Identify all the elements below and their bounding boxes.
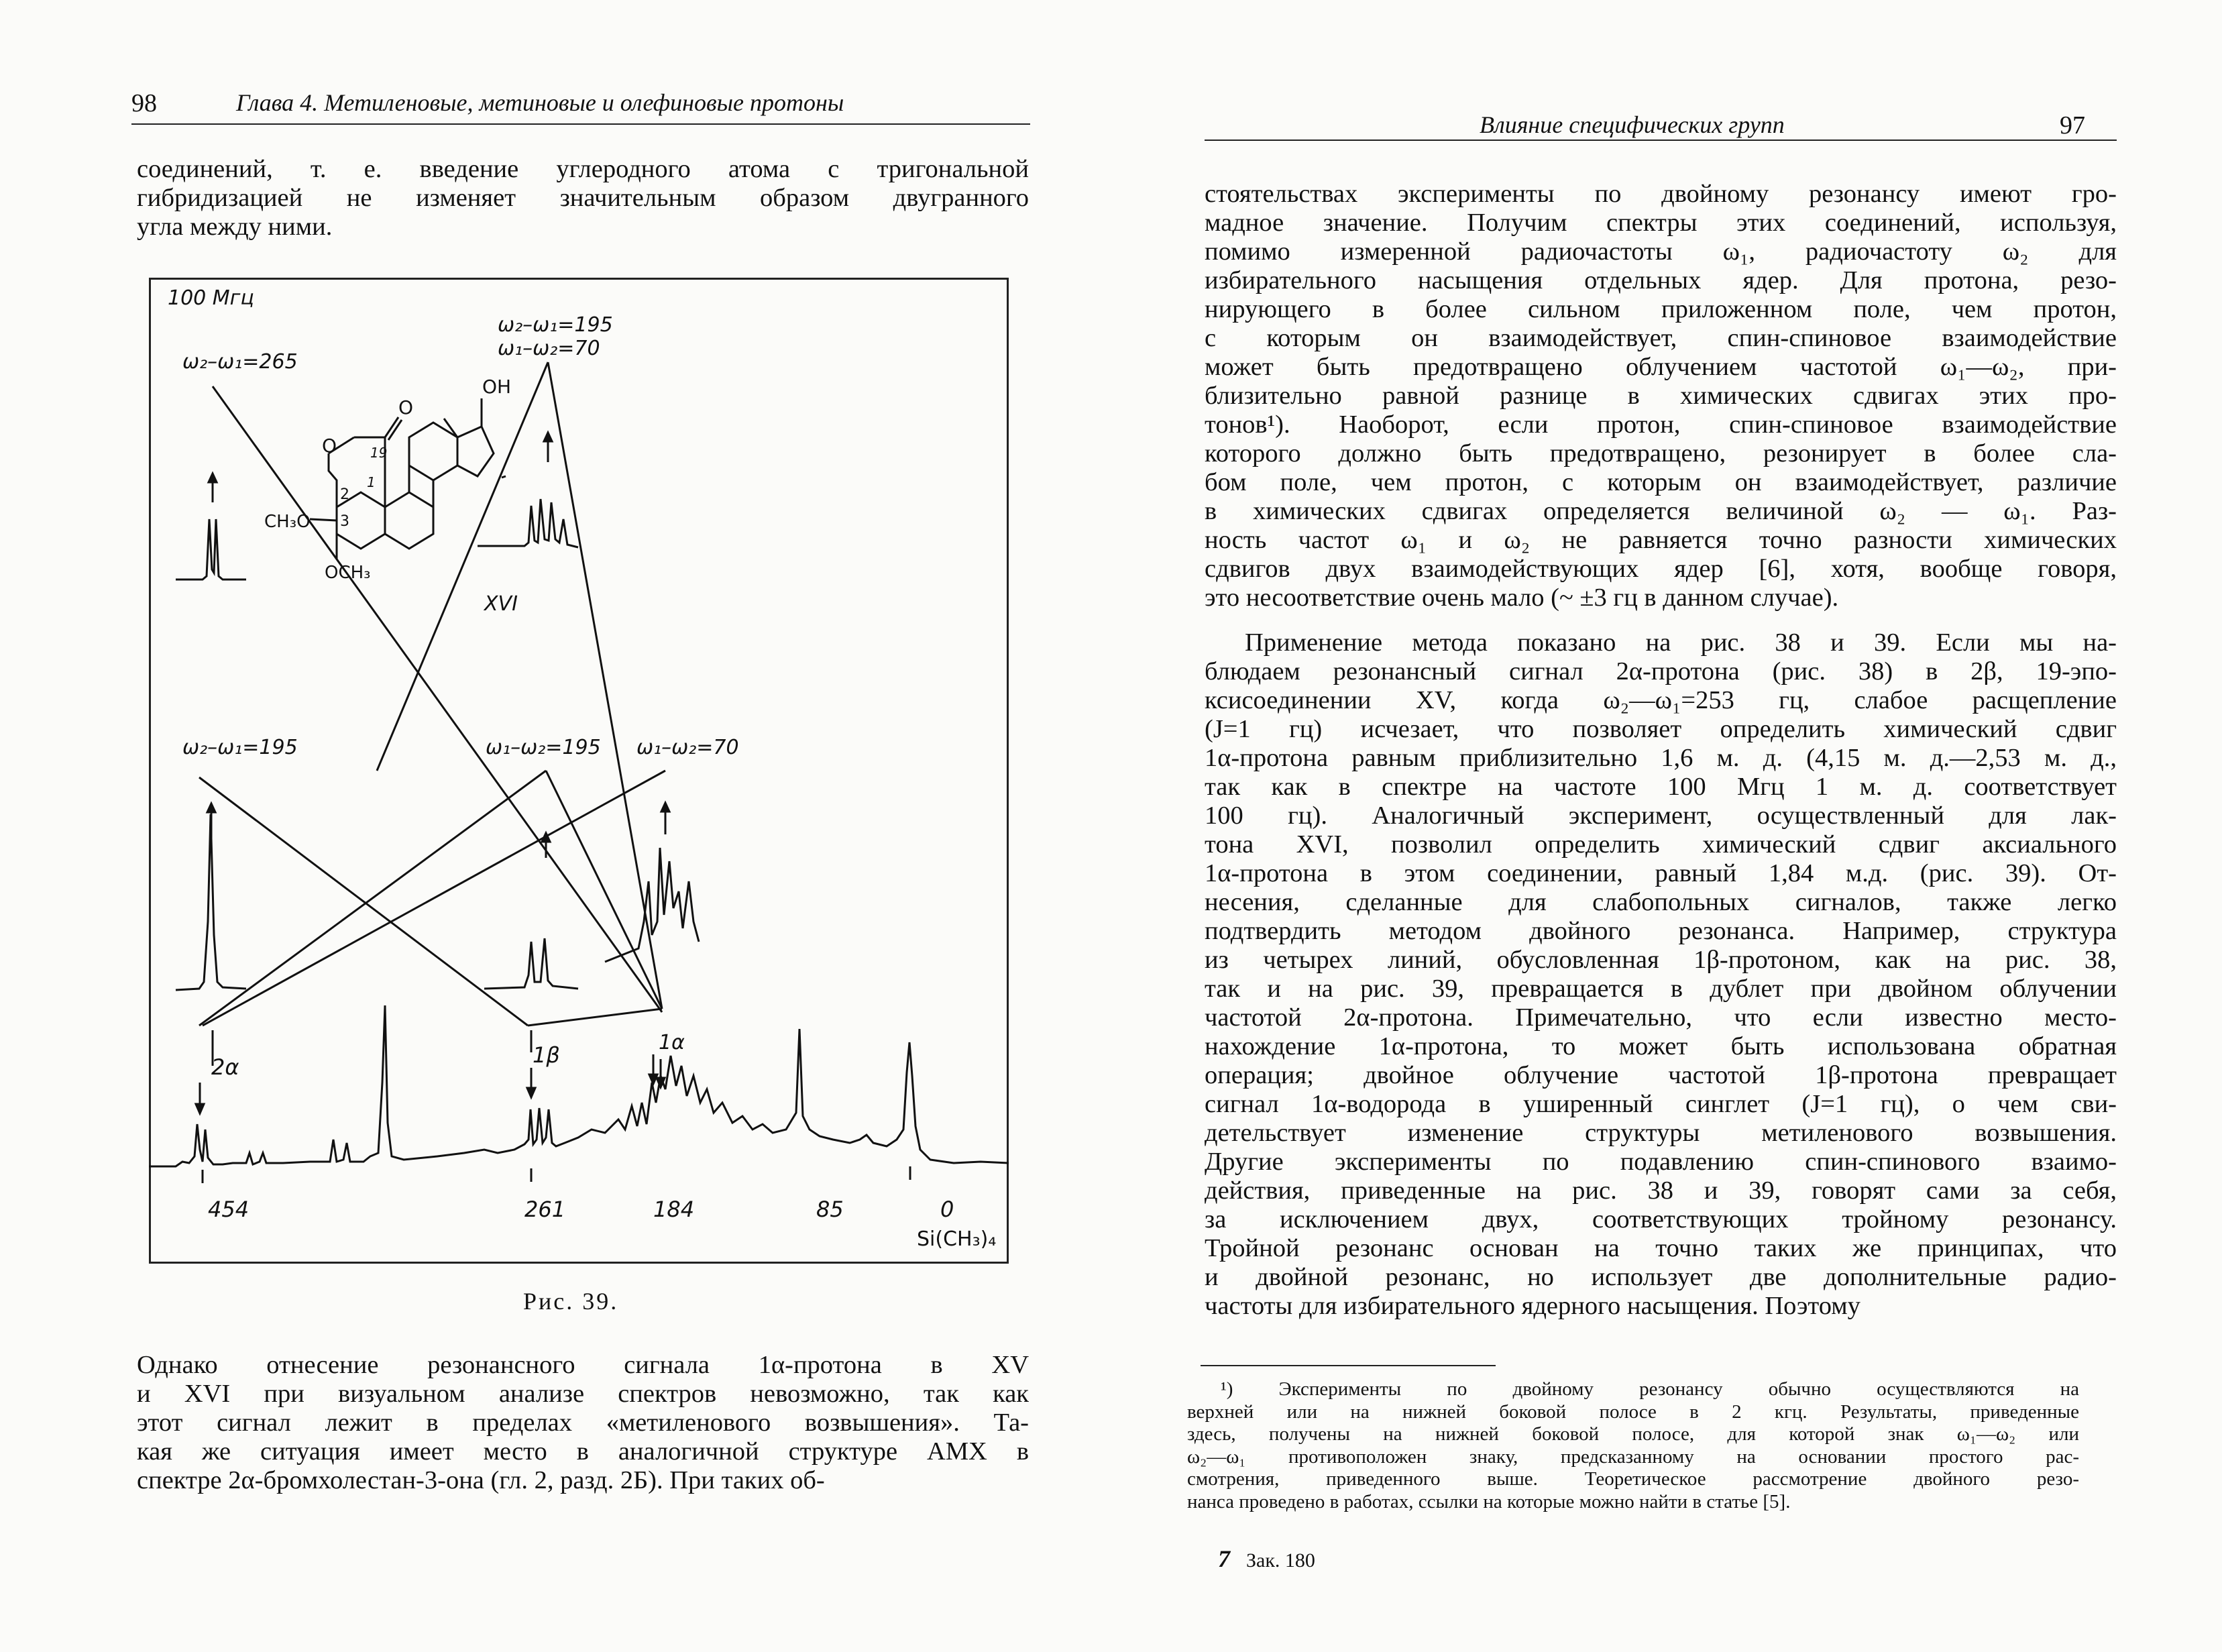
- left-running-head: Глава 4. Метиленовые, метиновые и олефиновые протоны: [236, 89, 844, 116]
- text-line: угла между ними.: [137, 213, 333, 241]
- right-head-rule: [1205, 140, 2117, 141]
- spectrum-1a-decoupled-70: [605, 848, 699, 962]
- text-line: помимо измеренной радиочастоты ω₁, радиочастоту ω₂ для: [1205, 237, 2117, 266]
- text-line: частоты для избирательного ядерного насыщения. Поэтому: [1205, 1292, 1860, 1320]
- spectrum-1b-decoupled-195-70: [478, 499, 578, 547]
- peak-label-2a: 2α: [211, 1054, 239, 1080]
- text-line: которого должно быть предотвращено, резонирует в более сла-: [1205, 439, 2117, 467]
- text-line: и двойной резонанс, но использует две дополнительные радио-: [1205, 1263, 2117, 1291]
- label-top-center-2: ω₁–ω₂=70: [498, 337, 600, 360]
- text-line: действия, приведенные на рис. 38 и 39, говорят сами за себя,: [1205, 1176, 2117, 1205]
- label-top-center-1: ω₂–ω₁=195: [498, 313, 613, 337]
- text-line: соединений, т. е. введение углеродного атома с тригональной: [137, 155, 1029, 183]
- figure-caption: Рис. 39.: [523, 1288, 619, 1315]
- peak-label-1a: 1α: [659, 1031, 685, 1054]
- label-top-left: ω₂–ω₁=265: [182, 350, 298, 374]
- footnote-line: нанса проведено в работах, ссылки на которые можно найти в статье [5].: [1187, 1490, 1791, 1512]
- text-line: близительно равной разнице в химических сдвигах этих про-: [1205, 382, 2117, 410]
- spectrum-traces: [149, 499, 1009, 1166]
- axis-184: 184: [653, 1197, 695, 1222]
- main-spectrum: [149, 1005, 1009, 1166]
- text-line: (J=1 гц) исчезает, что позволяет определить химический сдвиг: [1205, 715, 2117, 743]
- connection-lines: [199, 362, 665, 1026]
- text-line: с которым он взаимодействует, спин-спиновое взаимодействие: [1205, 324, 2117, 352]
- printer-signature: [1218, 1545, 1315, 1573]
- footnote: [1187, 1378, 2079, 1513]
- left-head-rule: [131, 123, 1030, 125]
- label-mid-right: ω₁–ω₂=70: [636, 736, 739, 759]
- spectrum-2a-decoupled-265: [176, 519, 246, 580]
- text-line: избирательного насыщения отдельных ядер. Для протона, резо-: [1205, 266, 2117, 294]
- text-line: операция; двойное облучение частотой 1β-протона превращает: [1205, 1061, 2117, 1089]
- axis-tms: Si(CH₃)₄: [917, 1227, 997, 1251]
- axis-454: 454: [208, 1197, 249, 1222]
- left-bottom-paragraph: [137, 1351, 1029, 1495]
- frequency-label: 100 Мгц: [168, 286, 254, 310]
- text-line: детельствует изменение структуры метиленового возвышения.: [1205, 1119, 2117, 1147]
- text-line: сдвигов двух взаимодействующих ядер [6], хотя, вообще говоря,: [1205, 555, 2117, 583]
- structure-oh: OH: [482, 376, 512, 398]
- text-line: подтвердить методом двойного резонанса. Например, структура: [1205, 917, 2117, 945]
- footnote-line: ω₂—ω₁ противоположен знаку, предсказанному на основании простого рас-: [1187, 1445, 2079, 1468]
- text-line: так как в спектре на частоте 100 Мгц 1 м. д. соответствует: [1205, 773, 2117, 801]
- axis-ticks: [203, 1166, 910, 1183]
- structure-c2: 2: [340, 486, 349, 503]
- spectrum-1b-decoupled-195: [484, 938, 578, 989]
- text-line: несения, сделанные для слабопольных сигналов, также легко: [1205, 888, 2117, 916]
- text-line: спектре 2α-бромхолестан-3-она (гл. 2, разд. 2Б). При таких об-: [137, 1466, 825, 1494]
- text-line: 100 гц). Аналогичный эксперимент, осуществленный для лак-: [1205, 802, 2117, 830]
- left-page-number: 98: [131, 89, 157, 117]
- text-line: нахождение 1α-протона, то может быть использована обратная: [1205, 1032, 2117, 1060]
- structure-c3: 3: [340, 513, 349, 530]
- footnote-rule: [1201, 1365, 1496, 1366]
- text-line: тонов¹). Наоборот, если протон, спин-спиновое взаимодействие: [1205, 410, 2117, 439]
- footnote-line: ¹) Эксперименты по двойному резонансу обычно осуществляются на: [1221, 1378, 2079, 1400]
- structure-ketone-o: O: [398, 396, 414, 419]
- axis-261: 261: [524, 1197, 566, 1222]
- text-line: в химических сдвигах определяется величиной ω₂ — ω₁. Раз-: [1205, 497, 2117, 525]
- structure-ch3o: CH₃O: [264, 512, 311, 532]
- text-line: ность частот ω₁ и ω₂ не равняется точно разности химических: [1205, 526, 2117, 554]
- right-paragraph-2: [1205, 628, 2117, 1321]
- text-line: тона XVI, позволил определить химический сдвиг аксиального: [1205, 830, 2117, 859]
- text-line: за исключением двух, соответствующих тройному резонансу.: [1205, 1205, 2117, 1233]
- text-line: сигнал 1α-водорода в уширенный синглет (J=1 гц), о чем сви-: [1205, 1090, 2117, 1118]
- footnote-line: верхней или на нижней боковой полосе в 2 кгц. Результаты, приведенные: [1187, 1400, 2079, 1423]
- right-paragraph-1: [1205, 180, 2117, 612]
- text-line: и XVI при визуальном анализе спектров невозможно, так как: [137, 1380, 1029, 1408]
- structure-c19: 19: [370, 445, 388, 461]
- text-line: из четырех линий, обусловленная 1β-протоном, как на рис. 38,: [1205, 946, 2117, 974]
- right-page-number: 97: [2060, 111, 2085, 140]
- left-top-paragraph: [137, 155, 1029, 241]
- text-line: частотой 2α-протона. Примечательно, что если известно место-: [1205, 1003, 2117, 1032]
- text-line: кая же ситуация имеет место в аналогичной структуре AMX в: [137, 1437, 1029, 1466]
- axis-0: 0: [940, 1197, 954, 1222]
- text-line: ксисоединении XV, когда ω₂—ω₁=253 гц, слабое расщепление: [1205, 686, 2117, 714]
- text-line: 1α-протона равным приблизительно 1,6 м. д. (4,15 м. д.—2,53 м. д.,: [1205, 744, 2117, 772]
- structure-ring-o: O: [322, 435, 337, 457]
- text-line: так и на рис. 39, превращается в дублет при двойном облучении: [1205, 975, 2117, 1003]
- figure-39-spectra: [149, 278, 1009, 1264]
- text-line: это несоответствие очень мало (~ ±3 гц в данном случае).: [1205, 584, 1839, 612]
- structure-c1: 1: [367, 474, 376, 490]
- text-line: Применение метода показано на рис. 38 и 39. Если мы на-: [1245, 628, 2117, 657]
- peak-label-1b: 1β: [533, 1042, 560, 1068]
- footnote-line: смотрения, приведенного выше. Теоретическое рассмотрение двойного резо-: [1187, 1468, 2079, 1490]
- text-line: стоятельствах эксперименты по двойному резонансу имеют гро-: [1205, 180, 2117, 208]
- text-line: нирующего в более сильном приложенном поле, чем протон,: [1205, 295, 2117, 323]
- text-line: мадное значение. Получим спектры этих соединений, используя,: [1205, 209, 2117, 237]
- label-mid-center: ω₁–ω₂=195: [486, 736, 601, 759]
- text-line: Другие эксперименты по подавлению спин-спинового взаимо-: [1205, 1148, 2117, 1176]
- signature-text: Зак. 180: [1246, 1549, 1315, 1572]
- label-mid-left: ω₂–ω₁=195: [182, 736, 298, 759]
- text-line: блюдаем резонансный сигнал 2α-протона (рис. 38) в 2β, 19-эпо-: [1205, 657, 2117, 685]
- text-line: бом поле, чем протон, с которым он взаимодействует, различие: [1205, 468, 2117, 496]
- text-line: может быть предотвращено облучением частотой ω₁—ω₂, при-: [1205, 353, 2117, 381]
- right-running-head: Влияние специфических групп: [1480, 111, 1785, 138]
- text-line: Однако отнесение резонансного сигнала 1α-протона в XV: [137, 1351, 1029, 1379]
- axis-85: 85: [816, 1197, 844, 1222]
- text-line: этот сигнал лежит в пределах «метиленового возвышения». Та-: [137, 1409, 1029, 1437]
- structure-och3: OCH₃: [325, 563, 371, 583]
- structure-compound-label: XVI: [484, 592, 518, 616]
- spectrum-2a-decoupled-195: [176, 814, 246, 990]
- signature-number: 7: [1218, 1545, 1230, 1572]
- footnote-line: здесь, получены на нижней боковой полосе, для которой знак ω₁—ω₂ или: [1187, 1423, 2079, 1445]
- text-line: гибридизацией не изменяет значительным образом двугранного: [137, 184, 1029, 212]
- text-line: 1α-протона в этом соединении, равный 1,84 м.д. (рис. 39). От-: [1205, 859, 2117, 887]
- text-line: Тройной резонанс основан на точно таких же принципах, что: [1205, 1234, 2117, 1262]
